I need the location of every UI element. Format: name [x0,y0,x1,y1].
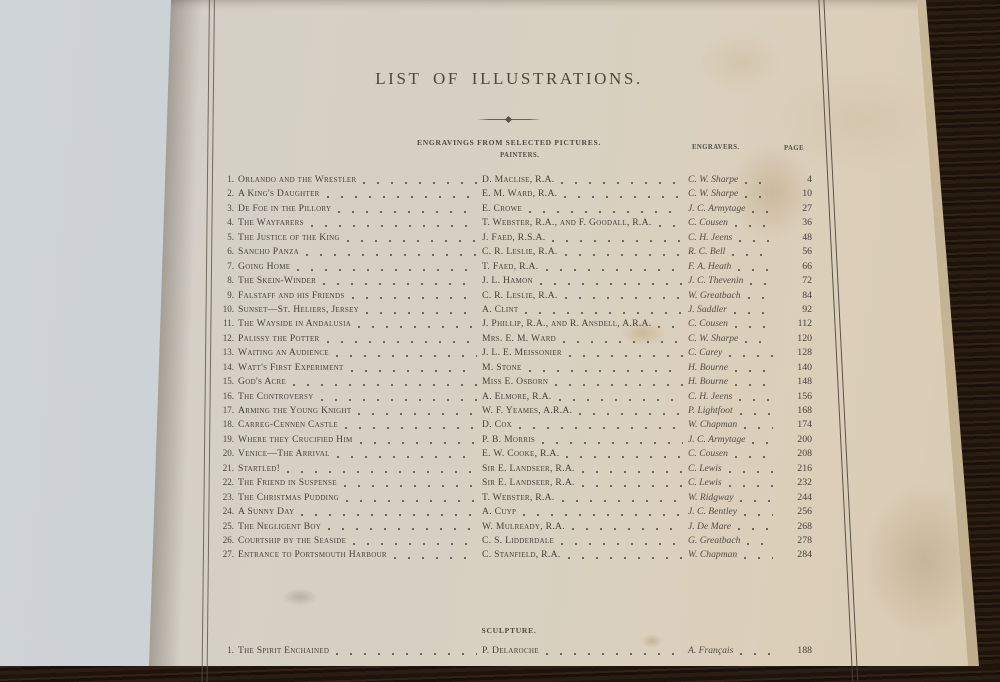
artwork-title: God's Acre [238,376,287,388]
engraver-name: W. Chapman [688,419,738,431]
dot-leader [744,514,773,516]
engraver-name: A. Français [688,645,734,656]
row-number: 3. [227,202,234,213]
dot-leader [311,225,477,227]
painter-name: T. Webster, R.A. [482,491,555,503]
dot-leader [566,456,683,458]
engraver-name: J. C. Armytage [688,433,746,445]
engraver-name: H. Bourne [688,376,728,388]
artwork-title: The Wayside in Andalusia [238,318,352,330]
illustration-row [206,389,812,403]
dot-leader [328,528,477,530]
dot-leader [745,182,773,184]
dot-leader [735,225,773,227]
illustration-row [206,201,812,215]
illustration-row [206,446,812,460]
painter-name: Mrs. E. M. Ward [482,332,557,344]
dot-leader [338,211,477,213]
dot-leader [565,297,683,299]
row-number: 22. [222,477,234,488]
painter-name: A. Elmore, R.A. [482,390,552,402]
painter-name: M. Stone [482,361,522,373]
page-number: 268 [797,520,812,532]
painter-name: C. S. Lidderdale [482,534,555,546]
artwork-title: The Controversy [238,390,314,402]
illustration-row [206,403,812,417]
dot-leader [523,514,683,516]
engraver-name: C. H. Jeens [688,390,733,402]
engraver-name: P. Lightfoot [688,405,733,416]
illustration-row [206,172,812,186]
row-number: 26. [222,534,234,545]
illustration-row [206,316,812,330]
artwork-title: De Foe in the Pillory [238,202,332,214]
dot-leader [358,326,477,328]
illustration-row [206,533,812,547]
illustration-row [206,417,812,431]
illustration-row [206,230,812,244]
row-number: 25. [222,520,234,531]
page-number: 174 [797,419,812,431]
painter-name: Sir E. Landseer, R.A. [482,477,575,489]
dot-leader [745,341,773,343]
artwork-title: Where they Crucified Him [238,433,353,445]
row-number: 8. [227,275,234,286]
page-number: 278 [797,534,812,546]
dot-leader [306,254,477,256]
dot-leader [363,182,477,184]
illustration-row [206,374,812,388]
row-number: 6. [227,246,234,257]
engraver-name: C. W. Sharpe [688,174,739,185]
row-number: 20. [222,448,234,459]
engraver-name: J. Saddler [688,303,727,315]
illustration-row [206,490,812,504]
row-number: 18. [222,419,234,430]
row-number: 1. [227,645,234,655]
row-number: 27. [222,549,234,560]
engraver-name: J. C. Bentley [688,506,738,518]
dot-leader [546,653,683,655]
page-number: 112 [797,318,812,330]
page-number: 256 [797,506,812,518]
illustration-row [206,331,812,345]
dot-leader [336,355,477,357]
painter-name: J. Phillip, R.A., and R. Ansdell, A.R.A. [482,318,652,330]
dot-leader [740,500,773,502]
dot-leader [735,326,773,328]
row-number: 1. [227,174,234,184]
dot-leader [752,442,773,444]
page-number: 72 [802,275,812,287]
dot-leader [740,653,773,655]
row-number: 21. [222,462,234,473]
dot-leader [735,384,773,386]
dot-leader [301,514,477,516]
artwork-title: The Justice of the King [238,231,340,243]
page-number: 156 [797,390,812,402]
artwork-title: Carreg-Cennen Castle [238,419,339,431]
artwork-title: Orlando and the Wrestler [238,174,357,185]
painter-name: C. R. Leslie, R.A. [482,246,558,258]
engraver-name: J. C. Thevenin [688,275,744,287]
painter-name: A. Cuyp [482,506,517,518]
engraver-name: G. Greatbach [688,534,741,546]
dot-leader [732,254,773,256]
artwork-title: Waiting an Audience [238,347,329,359]
row-number: 7. [227,260,234,271]
illustration-row [206,273,812,287]
artwork-title: The Friend in Suspense [238,477,337,489]
column-header-painters: PAINTERS. [500,152,540,159]
illustration-row [206,475,812,489]
painter-name: P. B. Morris [482,433,536,445]
column-header-page: PAGE [784,145,804,152]
artwork-title: The Wayfarers [238,217,304,229]
painter-name: C. R. Leslie, R.A. [482,289,558,301]
dot-leader [735,370,773,372]
dot-leader [750,283,773,285]
illustration-row [206,360,812,374]
dot-leader [525,312,683,314]
row-number: 5. [227,231,234,242]
row-number: 15. [222,376,234,387]
page-number: 168 [797,405,812,416]
page-number: 244 [797,491,812,503]
illustration-row [206,215,812,229]
dot-leader [337,456,477,458]
dot-leader [563,341,683,343]
dot-leader [659,225,683,227]
row-number: 14. [222,361,234,372]
engraver-name: R. C. Bell [688,246,726,258]
painter-name: P. Delaroche [482,645,539,656]
dot-leader [568,557,683,559]
dot-leader [569,355,683,357]
page-number: 27 [802,202,812,214]
dot-leader [287,471,477,473]
row-number: 13. [222,347,234,358]
ornament-diamond [505,116,512,123]
dot-leader [353,543,477,545]
dot-leader [579,413,683,415]
painter-name: J. Faed, R.S.A. [482,231,546,243]
dot-leader [542,442,683,444]
artwork-title: Going Home [238,260,291,272]
dot-leader [739,399,773,401]
dot-leader [572,528,683,530]
engraver-name: C. Lewis [688,477,722,489]
engraver-name: J. C. Armytage [688,202,746,214]
painter-name: W. F. Yeames, A.R.A. [482,405,573,416]
illustration-row [206,345,812,359]
artwork-title: Falstaff and his Friends [238,289,345,301]
dot-leader [360,442,477,444]
dot-leader [729,355,773,357]
illustration-row [206,432,812,446]
engraver-name: C. Carey [688,347,723,359]
row-number: 24. [222,506,234,517]
illustration-row [206,288,812,302]
dot-leader [562,500,683,502]
engraver-name: C. Cousen [688,318,728,330]
row-number: 4. [227,217,234,228]
page-number: 10 [802,188,812,200]
row-number: 11. [223,318,234,329]
row-number: 12. [222,332,234,343]
page-number: 48 [802,231,812,243]
dot-leader [747,543,773,545]
divider-ornament [477,117,541,123]
dot-leader [582,471,683,473]
painter-name: T. Webster, R.A., and F. Goodall, R.A. [482,217,652,229]
artwork-title: A King's Daughter [238,188,320,200]
dot-leader [352,297,477,299]
illustration-row [206,643,812,657]
painter-name: C. Stanfield, R.A. [482,549,561,561]
painter-name: J. L. E. Meissonier [482,347,562,359]
dot-leader [744,427,773,429]
page-number: 92 [802,303,812,315]
artwork-title: The Christmas Pudding [238,491,340,503]
page-number: 208 [797,448,812,460]
dot-leader [336,653,477,655]
artwork-title: Entrance to Portsmouth Harbour [238,549,387,561]
page-number: 128 [797,347,812,359]
dot-leader [734,312,773,314]
painter-name: Miss E. Osborn [482,376,549,388]
page-number: 188 [797,645,812,656]
artwork-title: Palissy the Potter [238,332,320,344]
painter-name: E. M. Ward, R.A. [482,188,558,200]
engraver-name: C. H. Jeens [688,231,733,243]
dot-leader [561,543,683,545]
dot-leader [327,341,477,343]
section-heading-engravings: ENGRAVINGS FROM SELECTED PICTURES. [416,138,601,147]
dot-leader [752,211,773,213]
dot-leader [561,182,683,184]
dot-leader [729,471,773,473]
illustration-row [206,244,812,258]
dot-leader [735,456,773,458]
dot-leader [564,196,683,198]
dot-leader [346,500,477,502]
page-number: 66 [802,260,812,272]
painter-name: T. Faed, R.A. [482,260,539,272]
artwork-title: The Negligent Boy [238,520,322,532]
artwork-title: Sancho Panza [238,246,300,258]
page-number: 148 [797,376,812,388]
page-number: 84 [802,289,812,301]
dot-leader [738,269,773,271]
page-number: 120 [797,332,812,344]
artwork-title: The Spirit Enchained [238,645,330,656]
dot-leader [529,211,683,213]
section-heading-sculpture: SCULPTURE. [481,626,537,635]
engraver-name: J. De Mare [688,520,732,532]
engraver-name: W. Greatbach [688,289,741,301]
dot-leader [658,326,683,328]
artwork-title: A Sunny Day [238,506,295,518]
dot-leader [738,528,773,530]
dot-leader [582,485,683,487]
page-number: 140 [797,361,812,373]
page-title: LIST OF ILLUSTRATIONS. [375,69,643,88]
painter-name: D. Cox [482,419,513,431]
illustration-row [206,547,812,561]
artwork-title: Sunset—St. Heliers, Jersey [238,303,360,315]
dot-leader [344,485,477,487]
engraver-name: F. A. Heath [688,260,732,272]
painter-name: E. Crowe [482,202,523,214]
artwork-title: The Skein-Winder [238,275,317,287]
illustration-row [206,302,812,316]
dot-leader [739,240,773,242]
illustration-row [206,259,812,273]
engravings-table [206,172,812,562]
engraver-name: C. Cousen [688,217,728,229]
dot-leader [740,413,773,415]
artwork-title: Courtship by the Seaside [238,534,347,546]
dot-leader [297,269,477,271]
dot-leader [358,413,477,415]
engraver-name: C. W. Sharpe [688,332,739,344]
dot-leader [345,427,477,429]
dot-leader [394,557,477,559]
page-number: 56 [802,246,812,258]
dot-leader [323,283,477,285]
painter-name: W. Mulready, R.A. [482,520,565,532]
dot-leader [540,283,683,285]
artwork-title: Venice—The Arrival [238,448,330,460]
illustration-row [206,461,812,475]
dot-leader [529,370,683,372]
dot-leader [366,312,477,314]
column-header-engravers: ENGRAVERS. [692,144,740,151]
painter-name: J. L. Hamon [482,275,533,287]
dot-leader [321,399,477,401]
dot-leader [748,297,773,299]
dot-leader [744,557,773,559]
row-number: 17. [222,405,234,415]
engraver-name: C. Cousen [688,448,728,460]
page-number: 216 [797,462,812,474]
engraver-name: H. Bourne [688,361,728,373]
illustration-row [206,519,812,533]
dot-leader [565,254,683,256]
sculpture-table [206,643,812,657]
dot-leader [552,240,683,242]
row-number: 16. [222,390,234,401]
dot-leader [351,370,477,372]
engraver-name: C. W. Sharpe [688,188,739,200]
illustration-row [206,504,812,518]
page-number: 4 [807,174,812,185]
artwork-title: Startled! [238,462,281,474]
painter-name: E. W. Cooke, R.A. [482,448,560,460]
row-number: 9. [227,289,234,300]
row-number: 23. [222,491,234,502]
engraver-name: C. Lewis [688,462,722,474]
dot-leader [519,427,683,429]
dot-leader [546,269,684,271]
row-number: 10. [222,303,234,314]
painter-name: A. Clint [482,303,519,315]
page-number: 284 [797,549,812,561]
dot-leader [729,485,773,487]
dot-leader [293,384,477,386]
dot-leader [559,399,683,401]
painter-name: Sir E. Landseer, R.A. [482,462,575,474]
painter-name: D. Maclise, R.A. [482,174,555,185]
engraver-name: W. Ridgway [688,491,734,503]
artwork-title: Watt's First Experiment [238,361,344,373]
dot-leader [745,196,773,198]
page-number: 200 [797,433,812,445]
dot-leader [327,196,477,198]
illustration-row [206,186,812,200]
page-number: 36 [802,217,812,229]
artwork-title: Arming the Young Knight [238,405,352,416]
engraver-name: W. Chapman [688,549,738,561]
row-number: 19. [222,433,234,444]
row-number: 2. [227,188,234,199]
page-number: 232 [797,477,812,489]
dot-leader [555,384,683,386]
dot-leader [347,240,477,242]
